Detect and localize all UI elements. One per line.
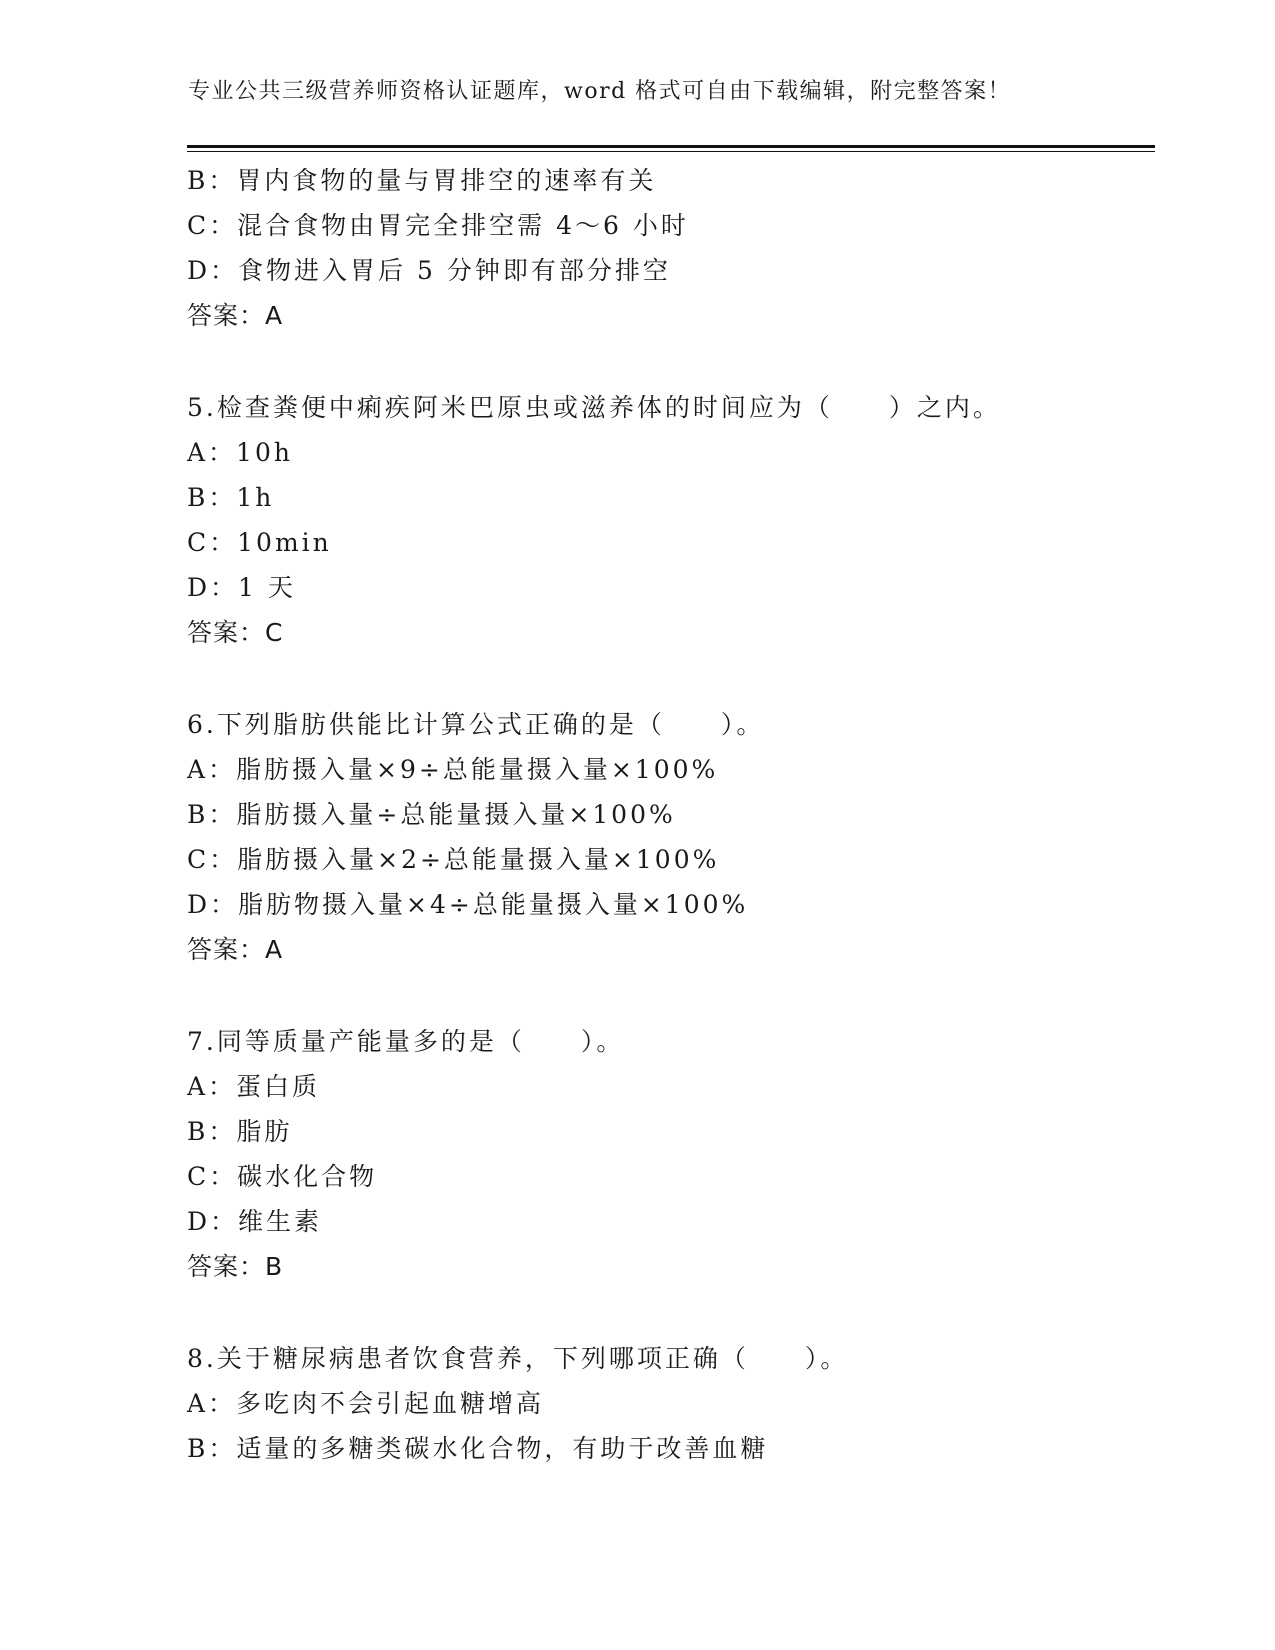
question-7 [187, 1019, 1147, 1289]
option-d: D：维生素 [187, 1207, 323, 1236]
option-b: B：1h [187, 483, 275, 512]
answer-line: 答案：B [187, 1252, 284, 1281]
option-c: C：混合食物由胃完全排空需 4～6 小时 [187, 211, 689, 240]
option-a: A：多吃肉不会引起血糖增高 [187, 1389, 545, 1418]
option-b: B：适量的多糖类碳水化合物，有助于改善血糖 [187, 1434, 769, 1463]
option-d: D：食物进入胃后 5 分钟即有部分排空 [187, 256, 671, 285]
question-8 [187, 1336, 1147, 1471]
option-b: B：脂肪摄入量÷总能量摄入量×100% [187, 800, 676, 829]
option-c: C：10min [187, 528, 332, 557]
answer-line: 答案：C [187, 618, 284, 647]
answer-line: 答案：A [187, 301, 284, 330]
option-b: B：脂肪 [187, 1117, 293, 1146]
question-6 [187, 702, 1147, 972]
question-stem: 8.关于糖尿病患者饮食营养，下列哪项正确（ ）。 [187, 1344, 849, 1373]
question-stem: 6.下列脂肪供能比计算公式正确的是（ ）。 [187, 710, 765, 739]
option-c: C：碳水化合物 [187, 1162, 378, 1191]
question-list [187, 158, 1147, 1471]
option-c: C：脂肪摄入量×2÷总能量摄入量×100% [187, 845, 720, 874]
answer-line: 答案：A [187, 935, 284, 964]
option-b: B：胃内食物的量与胃排空的速率有关 [187, 166, 657, 195]
option-a: A：10h [187, 438, 293, 467]
question-4-continued [187, 158, 1147, 338]
option-d: D：1 天 [187, 573, 296, 602]
header-divider-thick [187, 145, 1155, 148]
option-a: A：脂肪摄入量×9÷总能量摄入量×100% [187, 755, 719, 784]
question-5 [187, 385, 1147, 655]
page-header: 专业公共三级营养师资格认证题库，word 格式可自由下载编辑，附完整答案！ [188, 79, 1012, 104]
option-d: D：脂肪物摄入量×4÷总能量摄入量×100% [187, 890, 749, 919]
question-stem: 7.同等质量产能量多的是（ ）。 [187, 1027, 625, 1056]
header-divider-thin [187, 151, 1155, 152]
option-a: A：蛋白质 [187, 1072, 321, 1101]
question-stem: 5.检查粪便中痢疾阿米巴原虫或滋养体的时间应为（ ）之内。 [187, 393, 1001, 422]
